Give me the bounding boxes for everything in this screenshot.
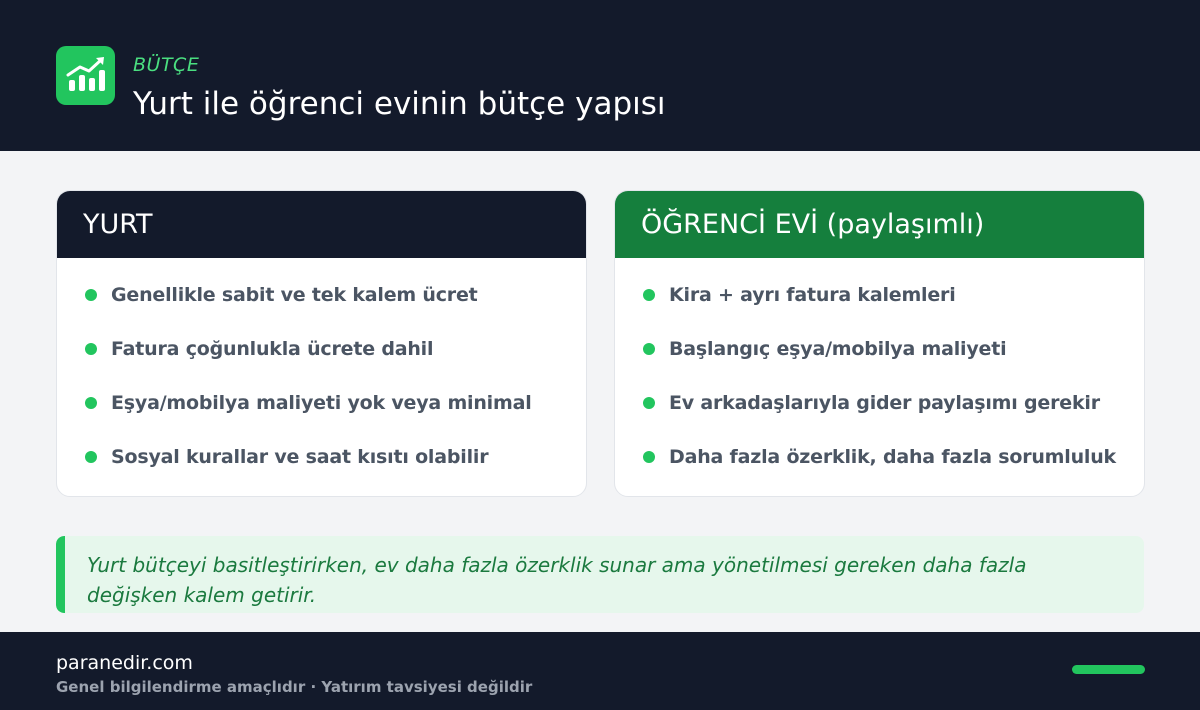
site-name: paranedir.com [56,652,193,674]
list-item-text: Kira + ayrı fatura kalemleri [669,284,956,306]
list-item-text: Ev arkadaşlarıyla gider paylaşımı gerekir [669,392,1100,414]
dorm-list [57,258,586,497]
note-accent-bar [56,536,65,613]
page-title: Yurt ile öğrenci evinin bütçe yapısı [133,86,666,122]
footer [0,632,1200,710]
header [0,0,1200,151]
category-label: BÜTÇE [133,54,200,76]
bullet-dot-icon [643,343,655,355]
list-item [615,445,1144,497]
list-item [615,391,1144,445]
bullet-dot-icon [85,397,97,409]
list-item [57,391,586,445]
list-item-text: Başlangıç eşya/mobilya maliyeti [669,338,1007,360]
list-item-text: Daha fazla özerklik, daha fazla sorumluluk [669,446,1116,468]
dorm-card [56,190,587,497]
summary-note-text: Yurt bütçeyi basitleştirirken, ev daha fazla özerklik sunar ama yönetilmesi gereken daha fazla değişken kalem getirir. [87,553,1027,607]
list-item-text: Eşya/mobilya maliyeti yok veya minimal [111,392,532,414]
list-item [57,337,586,391]
student-house-card [614,190,1145,497]
list-item-text: Fatura çoğunlukla ücrete dahil [111,338,434,360]
dorm-card-title: YURT [57,191,586,258]
list-item [57,283,586,337]
list-item [57,445,586,497]
summary-note [56,536,1144,613]
bullet-dot-icon [643,451,655,463]
bullet-dot-icon [85,451,97,463]
list-item-text: Sosyal kurallar ve saat kısıtı olabilir [111,446,489,468]
bullet-dot-icon [643,397,655,409]
bullet-dot-icon [85,343,97,355]
growth-chart-icon [56,46,115,105]
list-item [615,337,1144,391]
list-item [615,283,1144,337]
disclaimer-text: Genel bilgilendirme amaçlıdır · Yatırım tavsiyesi değildir [56,678,533,696]
bullet-dot-icon [643,289,655,301]
student-house-card-title: ÖĞRENCİ EVİ (paylaşımlı) [615,191,1144,258]
list-item-text: Genellikle sabit ve tek kalem ücret [111,284,478,306]
footer-accent-bar [1072,665,1145,674]
bullet-dot-icon [85,289,97,301]
student-house-list [615,258,1144,497]
